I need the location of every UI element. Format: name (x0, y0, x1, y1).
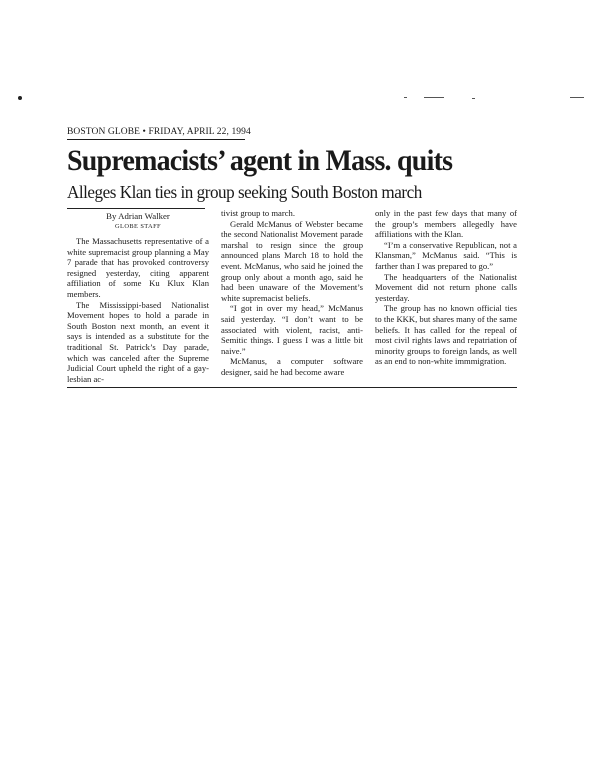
news-clipping (67, 126, 517, 388)
paragraph: The group has no known official ties to the KKK, but shares many of the same beliefs. It has called for the repeal of most civil rights laws and repatriation of minority groups to foreign lands, as well as an end to non-white immmigration. (375, 303, 518, 367)
paragraph: tivist group to march. (221, 208, 295, 218)
paragraph: “I’m a conservative Republican, not a Klansman,” McManus said. “This is farther than I was prepared to go.” (375, 239, 517, 271)
headline: Supremacists’ agent in Mass. quits (67, 144, 453, 177)
paragraph: Gerald McManus of Webster became the second Nationalist Movement parade marshal to resign since the group announced plans March 18 to hold the event. McManus, who said he joined the group only about a month ago, said he had been unaware of the Movement’s white supremacist beliefs. (221, 218, 363, 303)
paragraph: only in the past few days that many of the group’s members allegedly have affiliations with the Klan. (375, 208, 517, 240)
column-3 (375, 208, 517, 384)
scan-mark (570, 97, 584, 98)
scan-mark (424, 97, 444, 98)
scan-speck (18, 96, 22, 100)
paragraph: McManus, a computer software designer, said he had become aware (221, 356, 363, 377)
article-body (67, 208, 517, 388)
byline-rule (67, 208, 205, 209)
byline: By Adrian Walker (106, 211, 170, 221)
paragraph: The headquarters of the Nationalist Movement did not return phone calls yesterday. (375, 271, 517, 303)
byline-title: GLOBE STAFF (115, 223, 161, 230)
scan-mark (404, 97, 407, 98)
paragraph: “I got in over my head,” McManus said yesterday. “I don’t want to be associated with violent, racist, anti-Semitic things. I guess I was a little bit naive.” (221, 303, 363, 356)
paragraph: The Massachusetts representative of a white supremacist group planning a May 7 parade that has provoked controversy resigned yesterday, citing apparent affiliation of some Ku Klux Klan members. (67, 236, 209, 299)
dateline: BOSTON GLOBE • FRIDAY, APRIL 22, 1994 (67, 127, 251, 137)
dateline-rule (67, 139, 245, 140)
column-1 (67, 208, 209, 384)
paragraph: The Mississippi-based Nationalist Movement hopes to hold a parade in South Boston next month, an event it says is intended as a substitute for the traditional St. Patrick’s Day parade, which was canceled after the Supreme Judicial Court upheld the right of a gay-lesbian ac- (67, 299, 209, 384)
column-2 (221, 208, 363, 384)
subheadline: Alleges Klan ties in group seeking South Boston march (67, 182, 422, 202)
scan-mark (472, 98, 475, 99)
